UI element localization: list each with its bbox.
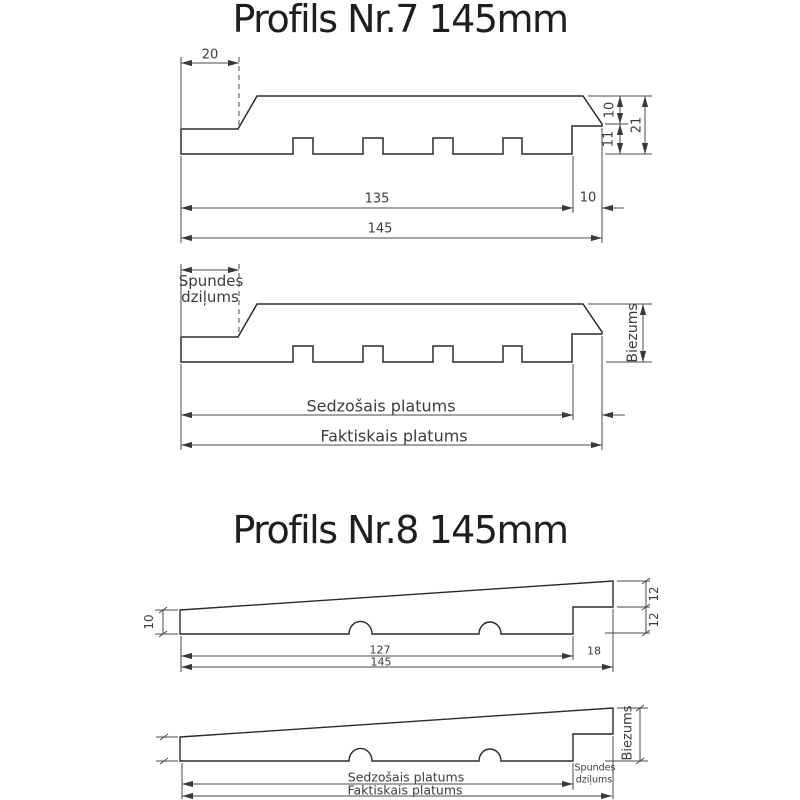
profile8-dimension-lines <box>155 578 650 672</box>
profile7-dimension-lines <box>181 57 652 243</box>
dim-label-thickness-21: 21 <box>629 116 645 134</box>
profile8-labeled-drawing <box>180 708 613 761</box>
label-sedzosais-platums-p8: Sedzošais platums <box>347 769 465 785</box>
dim-label-under-height-12: 12 <box>647 612 661 628</box>
dim-label-lip-width-10: 10 <box>579 190 597 206</box>
profile7-labeled-dimension-lines <box>178 264 652 450</box>
profile7-outline-labeled <box>181 304 602 362</box>
label-spundes-dzilums-line1: Spundes <box>178 272 244 290</box>
dim-label-lip-width-18: 18 <box>587 644 601 658</box>
label-biezums-p8: Biezums <box>620 705 636 761</box>
dim-label-full-width-145: 145 <box>367 221 393 237</box>
profile7-title: Profils Nr.7 145mm <box>232 0 568 41</box>
profile8-outline-labeled <box>180 708 613 761</box>
dim-label-cover-width-135: 135 <box>364 191 390 207</box>
dim-label-full-width-145-p8: 145 <box>370 655 392 669</box>
label-faktiskais-platums-p7: Faktiskais platums <box>320 426 468 446</box>
dim-label-left-height-10: 10 <box>142 614 156 630</box>
dim-label-cover-width-127: 127 <box>369 643 391 657</box>
dim-label-lip-height-12: 12 <box>647 586 661 602</box>
profile7-dimensioned-drawing <box>181 96 602 154</box>
profile8-title: Profils Nr.8 145mm <box>232 508 568 552</box>
label-spundes-dzilums-p8-line1: Spundes <box>574 762 616 774</box>
profile8-dimensioned-drawing <box>180 581 613 634</box>
label-biezums-p7: Biezums <box>625 303 641 363</box>
dim-label-tongue-width-20: 20 <box>201 47 219 63</box>
label-spundes-dzilums-line2: dziļums <box>181 288 239 306</box>
dim-label-lip-height-10: 10 <box>602 101 618 119</box>
dim-label-under-height-11: 11 <box>601 130 617 148</box>
label-faktiskais-platums-p8: Faktiskais platums <box>347 782 463 798</box>
profile7-outline <box>181 96 602 154</box>
label-sedzosais-platums-p7: Sedzošais platums <box>306 396 456 416</box>
profile8-outline <box>180 581 613 634</box>
label-spundes-dzilums-p8-line2: dziļums <box>575 774 613 786</box>
profile7-labeled-drawing <box>181 304 602 362</box>
